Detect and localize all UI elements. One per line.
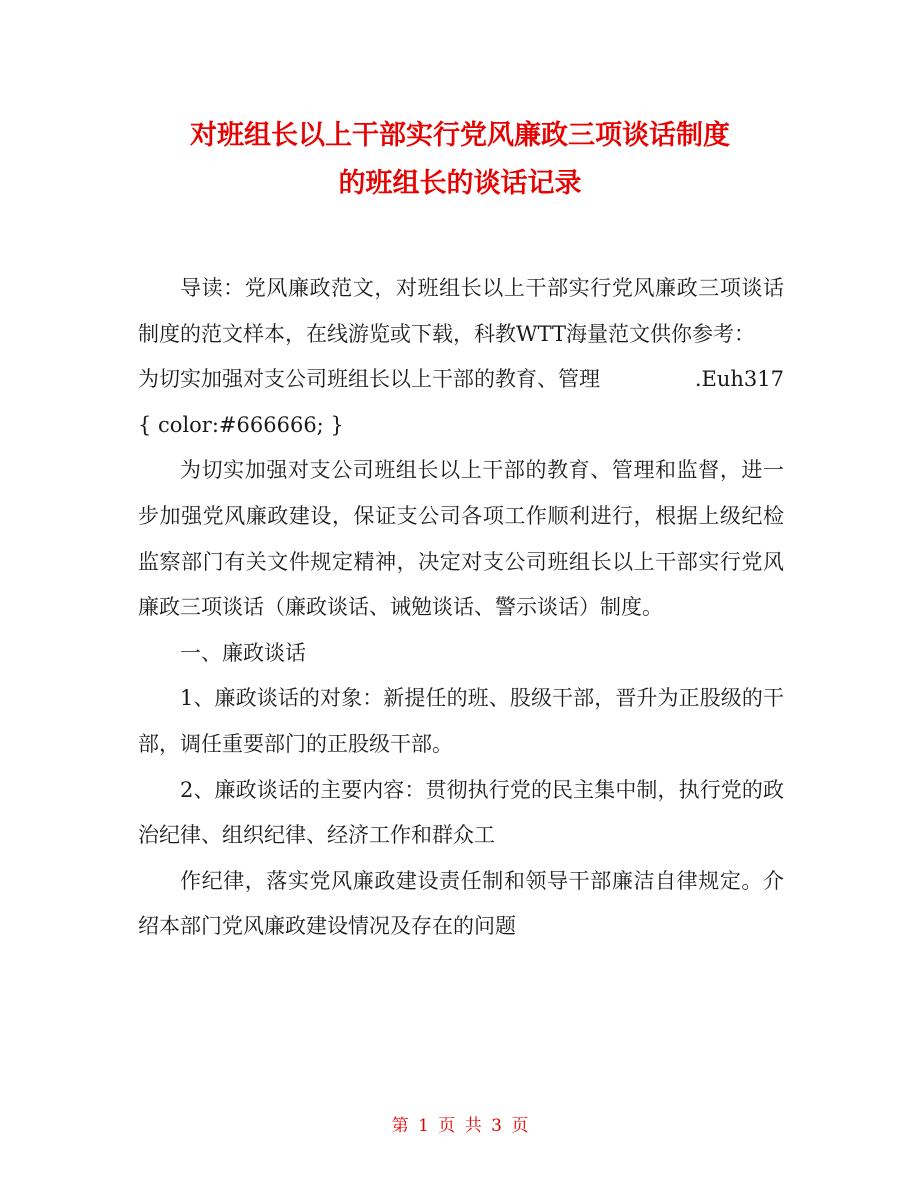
footer-page-prefix: 第 — [391, 1116, 409, 1136]
section-heading-1: 一、廉政谈话 — [180, 640, 306, 665]
footer-total-prefix: 共 — [464, 1116, 482, 1136]
line-a — [138, 357, 784, 403]
page-footer — [0, 1114, 920, 1138]
intro-paragraph: 导读：党风廉政范文，对班组长以上干部实行党风廉政三项谈话制度的范文样本，在线游览或下载，科教WTT海量范文供你参考： — [138, 276, 784, 346]
footer-page-suffix: 页 — [511, 1116, 529, 1136]
footer-page-mid: 页 — [438, 1116, 456, 1136]
footer-current-page: 1 — [418, 1116, 429, 1136]
list-item-1: 1、廉政谈话的对象：新提任的班、股级干部，晋升为正股级的干部，调任重要部门的正股级干部。 — [138, 686, 784, 756]
title-line-1: 对班组长以上干部实行党风廉政三项谈话制度 — [190, 120, 730, 151]
list-item-2: 2、廉政谈话的主要内容：贯彻执行党的民主集中制，执行党的政治纪律、组织纪律、经济工作和群众工 — [138, 777, 784, 848]
style-code-line: { color:#666666; } — [138, 412, 344, 437]
paragraph-1: 为切实加强对支公司班组长以上干部的教育、管理和监督，进一步加强党风廉政建设，保证支公司各项工作顺利进行，根据上级纪检监察部门有关文件规定精神，决定对支公司班组长以上干部实行党风廉政三项谈话（廉政谈话、诫勉谈话、警示谈话）制度。 — [138, 458, 784, 620]
title-line-2: 的班组长的谈话记录 — [338, 168, 582, 199]
document-body — [138, 266, 784, 950]
footer-total-pages: 3 — [491, 1116, 502, 1136]
paragraph-2: 作纪律，落实党风廉政建设责任制和领导干部廉洁自律规定。介绍本部门党风廉政建设情况及存在的问题 — [138, 868, 784, 939]
line-a-right: .Euh317 — [694, 367, 784, 392]
document-title — [138, 112, 782, 208]
line-a-left: 为切实加强对支公司班组长以上干部的教育、管理 — [138, 367, 600, 392]
